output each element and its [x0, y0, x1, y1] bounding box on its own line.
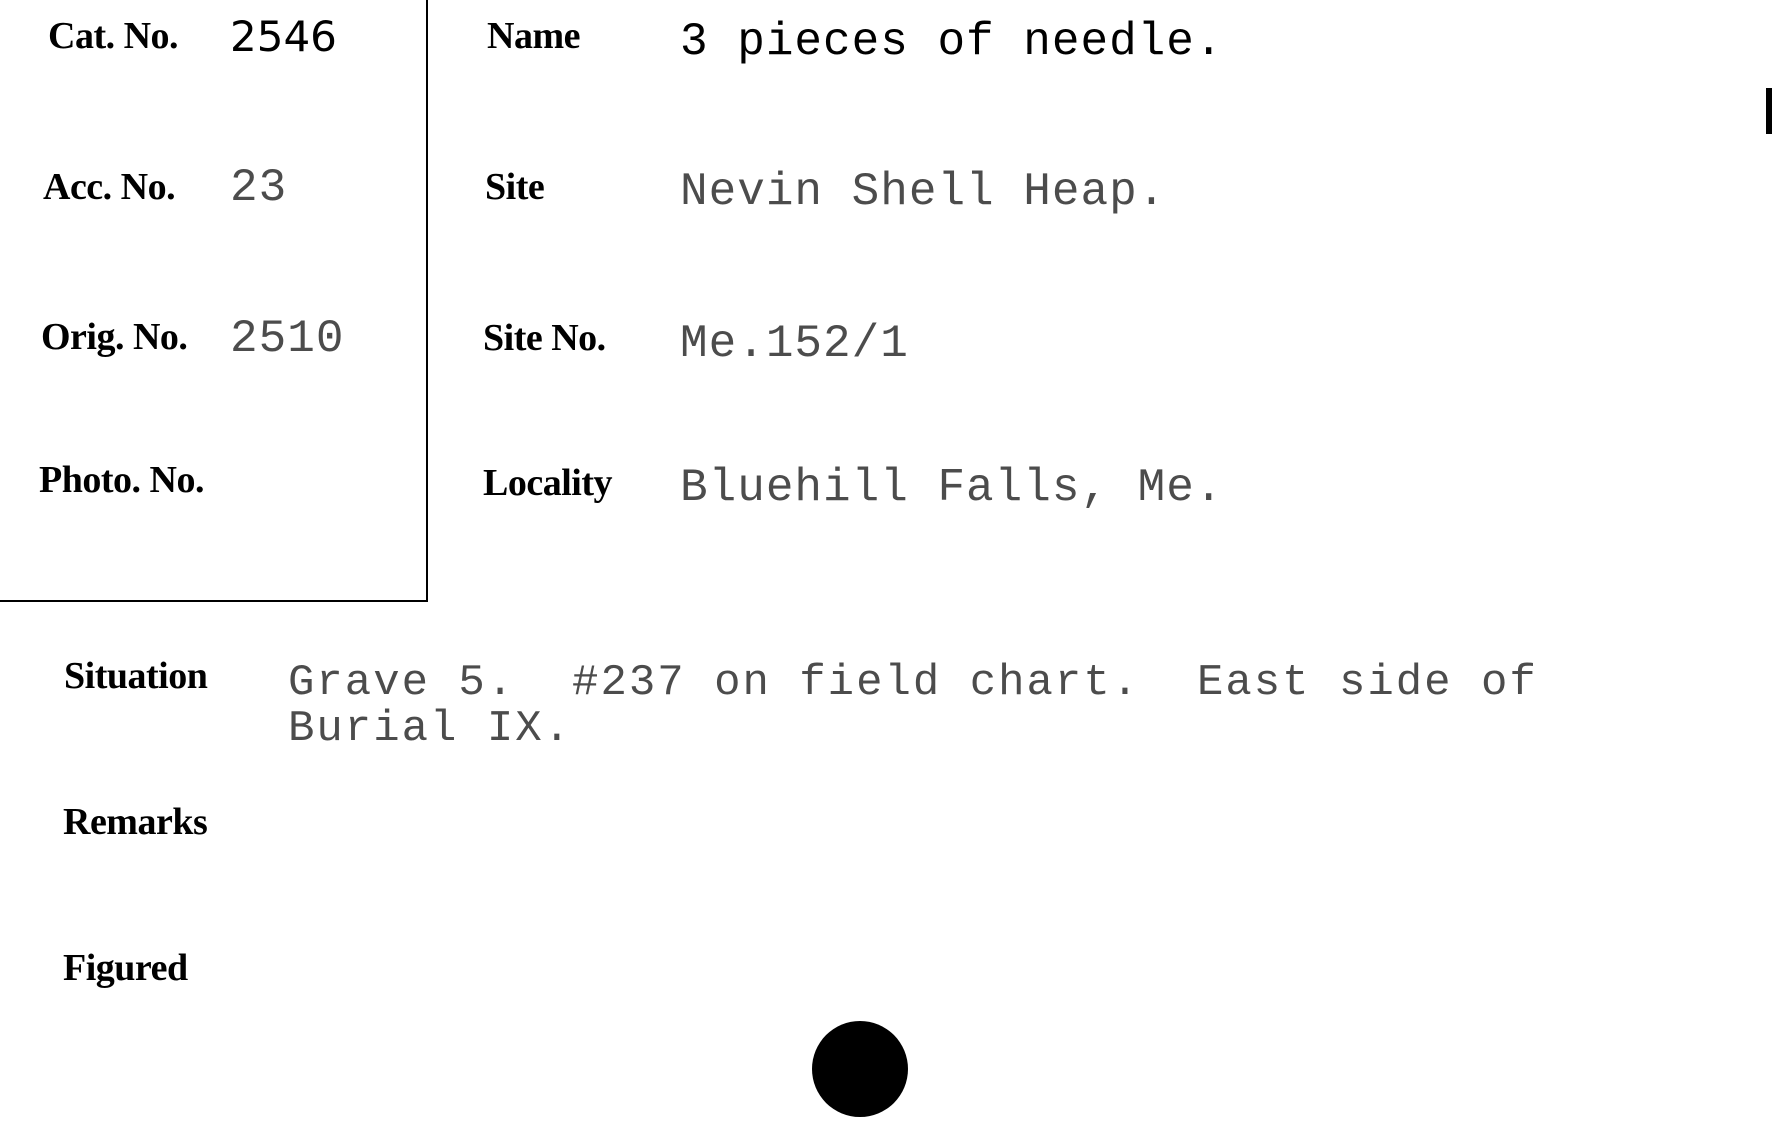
remarks-label: Remarks: [63, 801, 208, 843]
name-label: Name: [487, 15, 580, 57]
cat-no-value: 2546: [230, 12, 337, 61]
edge-mark: [1766, 88, 1772, 134]
acc-no-label: Acc. No.: [43, 166, 176, 208]
cat-no-label: Cat. No.: [48, 15, 179, 57]
name-value: 3 pieces of needle.: [680, 16, 1224, 68]
situation-value: Grave 5. #237 on field chart. East side of Burial IX.: [288, 658, 1538, 754]
punch-hole: [812, 1021, 908, 1117]
figured-label: Figured: [63, 947, 188, 989]
locality-value: Bluehill Falls, Me.: [680, 462, 1224, 514]
orig-no-label: Orig. No.: [41, 316, 188, 358]
acc-no-value: 23: [230, 162, 288, 214]
site-no-value: Me.152/1: [680, 318, 909, 370]
catalog-numbers-box: [0, 0, 428, 602]
locality-label: Locality: [483, 462, 612, 504]
site-value: Nevin Shell Heap.: [680, 166, 1167, 218]
situation-label: Situation: [64, 655, 208, 697]
orig-no-value: 2510: [230, 313, 345, 365]
site-label: Site: [485, 166, 545, 208]
photo-no-label: Photo. No.: [39, 459, 204, 501]
site-no-label: Site No.: [483, 317, 606, 359]
